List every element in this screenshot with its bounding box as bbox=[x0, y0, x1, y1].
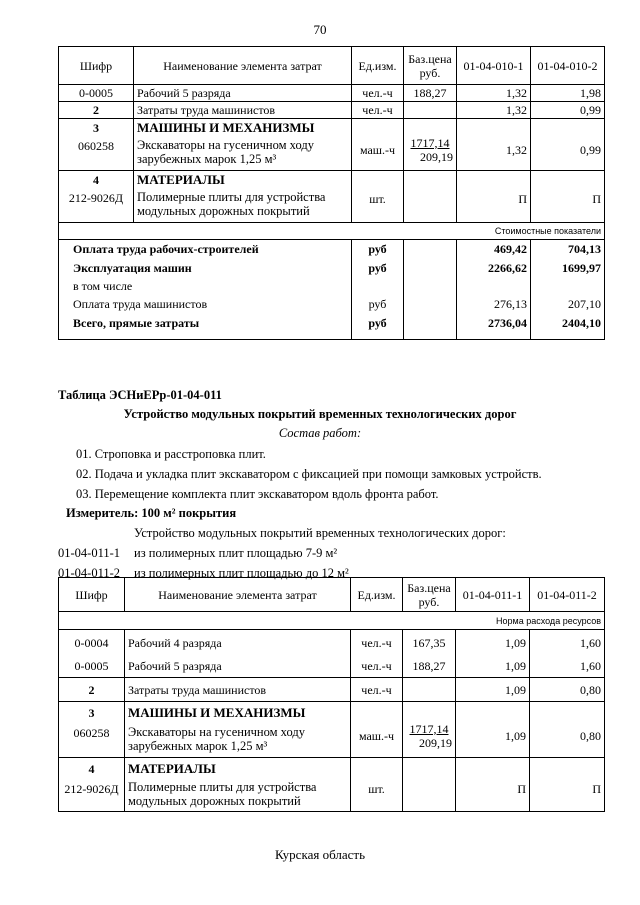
cost-unit: руб bbox=[352, 295, 404, 314]
row-name: Рабочий 4 разряда bbox=[128, 636, 222, 650]
section-code: 3 bbox=[93, 121, 99, 135]
resource-table-2 bbox=[58, 577, 605, 812]
row-price-bottom: 209,19 bbox=[419, 735, 452, 750]
row-price: 188,27 bbox=[404, 85, 457, 102]
cost-unit: руб bbox=[352, 314, 404, 340]
variant-text: из полимерных плит площадью до 12 м² bbox=[134, 566, 349, 580]
cost-name: Оплата труда рабочих-строителей bbox=[59, 240, 352, 259]
cost-header-row bbox=[59, 223, 605, 240]
row-price: 167,35 bbox=[412, 636, 446, 650]
row-value-1: П bbox=[456, 758, 530, 812]
section-title: МАТЕРИАЛЫ bbox=[137, 172, 225, 187]
cost-value-1: 2266,62 bbox=[457, 259, 531, 278]
row-name: Затраты труда машинистов bbox=[134, 102, 352, 119]
header-name: Наименование элемента затрат bbox=[134, 47, 352, 85]
cost-row bbox=[59, 314, 605, 340]
row-value-2: 0,99 bbox=[531, 102, 605, 119]
row-unit: чел.-ч bbox=[361, 659, 392, 673]
cost-row bbox=[59, 278, 605, 295]
cost-value-2 bbox=[531, 278, 605, 295]
table-row bbox=[59, 119, 605, 171]
footer-region: Курская область bbox=[274, 847, 365, 862]
header-code: Шифр bbox=[59, 47, 134, 85]
row-code: 060258 bbox=[73, 726, 110, 740]
section-title: МАШИНЫ И МЕХАНИЗМЫ bbox=[128, 705, 306, 720]
row-value-2: П bbox=[530, 758, 605, 812]
table-row bbox=[59, 630, 605, 678]
row-value-2: 1,98 bbox=[531, 85, 605, 102]
row-value-2: 1,60 bbox=[580, 636, 601, 650]
work-heading: Состав работ: bbox=[278, 426, 362, 440]
meter-label: Измеритель: 100 м² покрытия bbox=[66, 506, 237, 520]
cost-value-2: 2404,10 bbox=[531, 314, 605, 340]
row-name: Затраты труда машинистов bbox=[125, 678, 351, 702]
row-value-2: П bbox=[531, 171, 605, 223]
row-price bbox=[404, 171, 457, 223]
row-unit: чел.-ч bbox=[352, 85, 404, 102]
cost-unit bbox=[352, 278, 404, 295]
table-row bbox=[59, 102, 605, 119]
row-unit: чел.-ч bbox=[361, 636, 392, 650]
cost-value-1 bbox=[457, 278, 531, 295]
work-item: 03. Перемещение комплекта плит экскаватором вдоль фронта работ. bbox=[76, 487, 439, 501]
section-title: МАТЕРИАЛЫ bbox=[128, 761, 216, 776]
header-col-2: 01-04-011-2 bbox=[530, 578, 605, 612]
row-price bbox=[404, 102, 457, 119]
row-value-1: П bbox=[457, 171, 531, 223]
variant-text: из полимерных плит площадью 7-9 м² bbox=[134, 546, 338, 560]
row-price bbox=[403, 758, 456, 812]
row-name: Рабочий 5 разряда bbox=[128, 659, 222, 673]
header-name: Наименование элемента затрат bbox=[125, 578, 351, 612]
table-label: Таблица ЭСНиЕРр-01-04-011 bbox=[58, 388, 222, 402]
section-title: МАШИНЫ И МЕХАНИЗМЫ bbox=[137, 120, 315, 135]
section-intro: Устройство модульных покрытий временных технологических дорог: bbox=[134, 526, 506, 540]
variant-code: 01-04-011-2 bbox=[58, 566, 121, 580]
row-code: 212-9026Д bbox=[64, 782, 119, 796]
row-unit: маш.-ч bbox=[351, 702, 403, 758]
row-unit: шт. bbox=[351, 758, 403, 812]
row-value-1: 1,32 bbox=[457, 85, 531, 102]
header-unit: Ед.изм. bbox=[352, 47, 404, 85]
norm-header: Норма расхода ресурсов bbox=[59, 612, 605, 630]
row-value-1: 1,09 bbox=[505, 659, 526, 673]
row-value-2: 0,99 bbox=[531, 119, 605, 171]
header-col-2: 01-04-010-2 bbox=[531, 47, 605, 85]
cost-value-2: 1699,97 bbox=[531, 259, 605, 278]
row-value-2: 1,60 bbox=[580, 659, 601, 673]
cost-name: Всего, прямые затраты bbox=[59, 314, 352, 340]
cost-unit: руб bbox=[352, 240, 404, 259]
row-code: 0-0004 bbox=[74, 636, 109, 650]
cost-name: Эксплуатация машин bbox=[59, 259, 352, 278]
row-code: 060258 bbox=[78, 139, 114, 153]
cost-row bbox=[59, 259, 605, 278]
row-name: Экскаваторы на гусеничном ходу зарубежных марок 1,25 м³ bbox=[128, 725, 305, 753]
row-name: Экскаваторы на гусеничном ходу зарубежных марок 1,25 м³ bbox=[137, 138, 314, 166]
row-price: 188,27 bbox=[412, 659, 446, 673]
table-row bbox=[59, 758, 605, 812]
cost-header: Стоимостные показатели bbox=[59, 223, 605, 240]
cost-value-2: 704,13 bbox=[531, 240, 605, 259]
cost-row bbox=[59, 240, 605, 259]
header-price: Баз.цена руб. bbox=[403, 578, 456, 612]
row-unit: маш.-ч bbox=[352, 119, 404, 171]
table-header bbox=[59, 578, 605, 612]
row-unit: чел.-ч bbox=[351, 678, 403, 702]
header-code: Шифр bbox=[59, 578, 125, 612]
row-price-top: 1717,14 bbox=[409, 721, 449, 736]
variant-code: 01-04-011-1 bbox=[58, 546, 121, 560]
table-row bbox=[59, 678, 605, 702]
row-unit: шт. bbox=[352, 171, 404, 223]
header-col-1: 01-04-011-1 bbox=[456, 578, 530, 612]
row-name: Рабочий 5 разряда bbox=[134, 85, 352, 102]
table-header bbox=[59, 47, 605, 85]
row-value-1: 1,32 bbox=[457, 102, 531, 119]
section-title: Устройство модульных покрытий временных технологических дорог bbox=[123, 407, 517, 421]
section-code: 4 bbox=[88, 762, 95, 776]
row-value-2: 0,80 bbox=[530, 678, 605, 702]
row-price-bottom: 209,19 bbox=[420, 149, 453, 164]
row-name: Полимерные плиты для устройства модульных дорожных покрытий bbox=[128, 780, 317, 808]
row-name: Полимерные плиты для устройства модульных дорожных покрытий bbox=[137, 190, 326, 218]
table-row bbox=[59, 171, 605, 223]
row-value-1: 1,32 bbox=[457, 119, 531, 171]
row-value-1: 1,09 bbox=[456, 702, 530, 758]
cost-unit: руб bbox=[352, 259, 404, 278]
work-item: 01. Строповка и расстроповка плит. bbox=[76, 447, 266, 461]
page-number: 70 bbox=[313, 22, 327, 37]
cost-value-1: 276,13 bbox=[457, 295, 531, 314]
row-price-top: 1717,14 bbox=[410, 135, 450, 150]
row-code: 212-9026Д bbox=[68, 191, 124, 205]
cost-value-1: 2736,04 bbox=[457, 314, 531, 340]
row-value-1: 1,09 bbox=[505, 636, 526, 650]
resource-table-1 bbox=[58, 46, 605, 340]
row-value-1: 1,09 bbox=[456, 678, 530, 702]
row-value-2: 0,80 bbox=[530, 702, 605, 758]
row-code: 0-0005 bbox=[59, 85, 134, 102]
row-unit: чел.-ч bbox=[352, 102, 404, 119]
table-row bbox=[59, 702, 605, 758]
header-col-1: 01-04-010-1 bbox=[457, 47, 531, 85]
row-code: 0-0005 bbox=[74, 659, 109, 673]
cost-row bbox=[59, 295, 605, 314]
row-price bbox=[403, 678, 456, 702]
table-row bbox=[59, 85, 605, 102]
row-code: 2 bbox=[59, 678, 125, 702]
work-item: 02. Подача и укладка плит экскаватором с фиксацией при помощи замковых устройств. bbox=[76, 467, 542, 481]
header-unit: Ед.изм. bbox=[351, 578, 403, 612]
cost-value-1: 469,42 bbox=[457, 240, 531, 259]
section-code: 3 bbox=[88, 706, 95, 720]
header-price: Баз.цена руб. bbox=[404, 47, 457, 85]
cost-name: Оплата труда машинистов bbox=[59, 295, 352, 314]
norm-header-row bbox=[59, 612, 605, 630]
section-code: 4 bbox=[93, 173, 99, 187]
cost-name: в том числе bbox=[59, 278, 352, 295]
cost-value-2: 207,10 bbox=[531, 295, 605, 314]
row-code: 2 bbox=[59, 102, 134, 119]
